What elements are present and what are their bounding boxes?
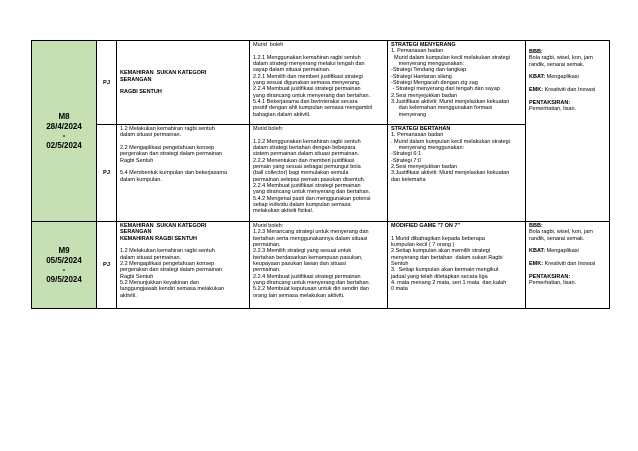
standard-line: sistem permainan dalam situasi permainan. — [253, 151, 360, 158]
date-dash: - — [62, 131, 66, 140]
topic-line: 5.4 Membentuk kumpulan dan bekerjasama — [120, 170, 228, 177]
activity-line: 3. Setiap kumpulan akan bermain mengikut — [391, 267, 499, 274]
activity-line: 4. mata menang 2 mata, seri 1 mata dan kalah — [391, 280, 507, 287]
topic-title: SERANGAN — [120, 229, 152, 236]
topic-title: KEMAHIRAN SUKAN KATEGORI — [120, 223, 207, 229]
standard-line: (ball collector) bagi memulakan semula — [253, 170, 349, 177]
standard-line: 5.4.2 Mengenal pasti dan menggunakan potensi — [253, 195, 371, 202]
standard-line: setiap individu dalam kumpulan semasa — [253, 202, 351, 209]
standard-line: 1.2.3 Merancang strategi untuk menyerang dan — [253, 229, 369, 236]
subject-cell — [97, 125, 117, 222]
date-start: 28/4/2024 — [46, 121, 82, 131]
topic-line: dalam situasi permainan. — [120, 254, 182, 261]
standard-line: Murid boleh: — [253, 126, 284, 132]
activity-line: 1. Pemanasan badan — [391, 132, 444, 139]
topic-cell — [117, 222, 250, 309]
topic-line: tanggungjawab kendiri semasa melakukan — [120, 286, 224, 293]
activity-line: 3.Justifikasi aktiviti: Murid menjelaskan kekuatan — [391, 170, 510, 177]
emk-label: EMK: — [529, 87, 544, 94]
standards-cell — [250, 125, 388, 222]
week-cell — [32, 222, 97, 309]
topic-line: dalam kumpulan. — [120, 176, 162, 183]
topic-line: 2.2 Mengaplikasi pengetahuan konsep — [120, 145, 215, 152]
date-end: 02/5/2024 — [46, 140, 82, 150]
standard-line: bertahan berdasarkan kemampuan pasukan, — [253, 254, 363, 261]
bbb-text: randik, senarai semak. — [529, 235, 585, 242]
activity-title: STRATEGI BERTAHAN — [391, 126, 451, 132]
table-row — [32, 125, 610, 222]
date-dash: - — [62, 265, 66, 274]
kbat-label: KBAT: — [529, 248, 546, 255]
lesson-plan-table — [31, 40, 610, 309]
activity-line: 3.Justifikasi aktiviti: Murid menjelaskan kekuatan — [391, 99, 510, 106]
topic-subtitle: RAGBI SENTUH — [120, 89, 162, 96]
topic-subtitle: KEMAHIRAN RAGBI SENTUH — [120, 235, 197, 242]
topic-line: pergerakan dan strategi dalam permainan — [120, 151, 223, 158]
activity-line: Murid dalam kumpulan kecil melakukan strategi — [391, 54, 510, 61]
bbb-label: BBB: — [529, 223, 543, 229]
kbat-text: Mengaplikasi — [546, 248, 579, 255]
activity-line: -Strategi 6:1 — [391, 151, 421, 158]
standard-line: 5.4.1 Bekerjasama dan berinteraksi secara — [253, 99, 358, 106]
bbb-text: Bola ragbi, wisel, kon, jam — [529, 229, 593, 236]
emk-label: EMK: — [529, 261, 544, 268]
table-row — [32, 222, 610, 309]
standard-line: 2.2.1 Memilih dan memberi justifikasi strategi — [253, 73, 363, 80]
bbb-text: Bola ragbi, wisel, kon, jam — [529, 55, 593, 62]
week-label: M8 — [58, 112, 70, 121]
activity-line: kumpulan kecil ( 7 orang ) — [391, 242, 455, 249]
standard-line: sayap dalam situasi permainan. — [253, 67, 331, 74]
activity-line: menyerang — [391, 111, 427, 118]
activity-line: menyerang menggunakan: — [391, 61, 465, 68]
standards-cell — [250, 41, 388, 125]
topic-line: 2.2 Mengaplikasi pengetahuan konsep — [120, 261, 215, 268]
topic-line: Ragbi Sentuh — [120, 157, 154, 164]
topic-line: Ragbi Sentuh — [120, 273, 154, 280]
standard-line: 2.2.3 Memilih strategi yang sesuai untuk — [253, 248, 352, 255]
topic-line: pergerakan dan strategi dalam permainan — [120, 267, 223, 274]
activity-line: dan kelemahan menggunakan formasi — [391, 105, 493, 112]
standard-line: 2.2.4 Membuat justifikasi strategi permainan — [253, 273, 361, 280]
activity-line: 2.Sesi menyejukkan badan — [391, 164, 458, 171]
activity-line: -Strategi Mengacah dengan zig zag — [391, 80, 478, 87]
pentaksiran-label: PENTAKSIRAN: — [529, 273, 571, 280]
kbat-text: Mengaplikasi — [546, 74, 579, 81]
standard-line: 2.2.2 Menentukan dan memberi justifikasi — [253, 157, 355, 164]
activity-line: Sentuh — [391, 261, 409, 268]
standard-line: Murid boleh: — [253, 223, 284, 229]
activity-line: menyerang menggunakan: — [391, 145, 465, 152]
pentaksiran-label: PENTAKSIRAN: — [529, 99, 571, 106]
topic-line: 1.2 Melakukan kemahiran ragbi sentuh — [120, 248, 215, 255]
topic-cell — [117, 125, 250, 222]
subject-label: PJ — [102, 79, 111, 86]
standard-line: yang dirancang untuk menyerang dan bertahan. — [253, 189, 371, 196]
kbat-label: KBAT: — [529, 74, 546, 81]
pentaksiran-text: Pemerhatian, lisan. — [529, 280, 577, 287]
activity-line: 1 Murid dibahagikan kepada beberapa — [391, 235, 485, 242]
standard-line: bahagian dalam aktiviti. — [253, 111, 311, 118]
activity-line: 1. Pemanasan badan — [391, 48, 444, 55]
topic-cell — [117, 41, 250, 125]
emk-text: Kreativiti dan Inovasi — [544, 261, 596, 268]
standard-line: positif dengan ahli kumpulan semasa mengambil — [253, 105, 372, 112]
topic-line: dalam situasi permainan. — [120, 132, 182, 139]
notes-cell — [526, 41, 610, 222]
standard-line: 5.2.2 Membuat keputusan untuk diri sendiri dan — [253, 286, 369, 293]
subject-label: PJ — [102, 262, 111, 269]
activity-title: STRATEGI MENYERANG — [391, 42, 456, 48]
subject-cell — [97, 222, 117, 309]
activity-line: dan kelemaha — [391, 176, 426, 183]
activity-cell — [388, 125, 526, 222]
topic-line: 1.2 Melakukan kemahiran ragbi sentuh — [120, 126, 215, 132]
standard-line: yang dirancang untuk menyerang dan bertahan. — [253, 280, 371, 287]
activity-line: 0 mata — [391, 286, 408, 293]
activity-line: jadual yang telah ditetapkan secara liga — [391, 273, 488, 280]
table-row — [32, 41, 610, 125]
activity-title: MODIFIED GAME "7 ON 7" — [391, 223, 461, 229]
standard-line: yang sesuai digunakan semasa menyerang. — [253, 80, 361, 87]
pentaksiran-text: Pemerhatian, lisan. — [529, 106, 577, 113]
topic-title: SERANGAN — [120, 76, 152, 83]
activity-line: - Strategi menyerang dari tengah dan sayap — [391, 86, 500, 93]
activity-line: 2.Sesi menyejukkan badan — [391, 92, 458, 99]
activity-line: 2.Setiap kumpulan akan memilih strategi — [391, 248, 491, 255]
activity-line: -Strategi 7:0 — [391, 157, 421, 164]
standard-line: yang dirancang untuk menyerang dan bertahan. — [253, 92, 371, 99]
standard-line: 1.2.2 Menggunakan kemahiran ragbi sentuh — [253, 138, 361, 145]
activity-cell — [388, 41, 526, 125]
activity-cell — [388, 222, 526, 309]
standard-line: permainan. — [253, 242, 281, 249]
activity-line: menyerang dan bertahan dalam sukan Ragbi — [391, 254, 503, 261]
subject-label: PJ — [102, 170, 111, 177]
week-cell — [32, 41, 97, 222]
week-label: M9 — [58, 246, 70, 255]
date-start: 05/5/2024 — [46, 255, 82, 265]
bbb-label: BBB: — [529, 49, 543, 55]
standard-line: dalam strategi bertahan dengan bebepara — [253, 145, 356, 152]
standard-line: permainan. — [253, 267, 281, 274]
activity-line: -Strategi Hantaran silang — [391, 73, 452, 80]
standard-line: 1.2.1 Menggunakan kemahiran ragbi sentuh — [253, 54, 361, 61]
standard-line: bertahan serta menggunakannya dalam situasi — [253, 235, 368, 242]
standard-line: permainan selepas pemain pasukan disentuh. — [253, 176, 366, 183]
topic-title: KEMAHIRAN SUKAN KATEGORI — [120, 70, 207, 77]
activity-line: . Murid dalam kumpulan kecil melakukan strategi — [391, 138, 510, 145]
topic-line: aktiviti. — [120, 292, 137, 299]
standard-line: orang lain semasa melakukan aktiviti. — [253, 292, 345, 299]
standard-line: dalam strategi menyerang melalui tengah dan — [253, 61, 365, 68]
subject-cell — [97, 41, 117, 125]
topic-line: 5.2 Menunjukkan keyakinan dan — [120, 280, 199, 287]
emk-text: Kreativiti dan Inovasi — [544, 87, 596, 94]
standard-line: 2.2.4 Membuat justifikasi strategi permainan — [253, 86, 361, 93]
standard-line: Murid boleh — [253, 42, 284, 48]
standard-line: 2.2.4 Membuat justifikasi strategi permainan — [253, 183, 361, 190]
activity-line: -Strategi Tendang dan tangkap — [391, 67, 467, 74]
standard-line: pemain yang sesuai sebagai pemungut bola — [253, 164, 361, 171]
bbb-text: randik, senarai semak. — [529, 61, 585, 68]
standard-line: melakukan aktiviti fizikal. — [253, 208, 314, 215]
date-end: 09/5/2024 — [46, 274, 82, 284]
standard-line: keupayaan pasukan lawan dan situasi — [253, 261, 346, 268]
standards-cell — [250, 222, 388, 309]
notes-cell — [526, 222, 610, 309]
